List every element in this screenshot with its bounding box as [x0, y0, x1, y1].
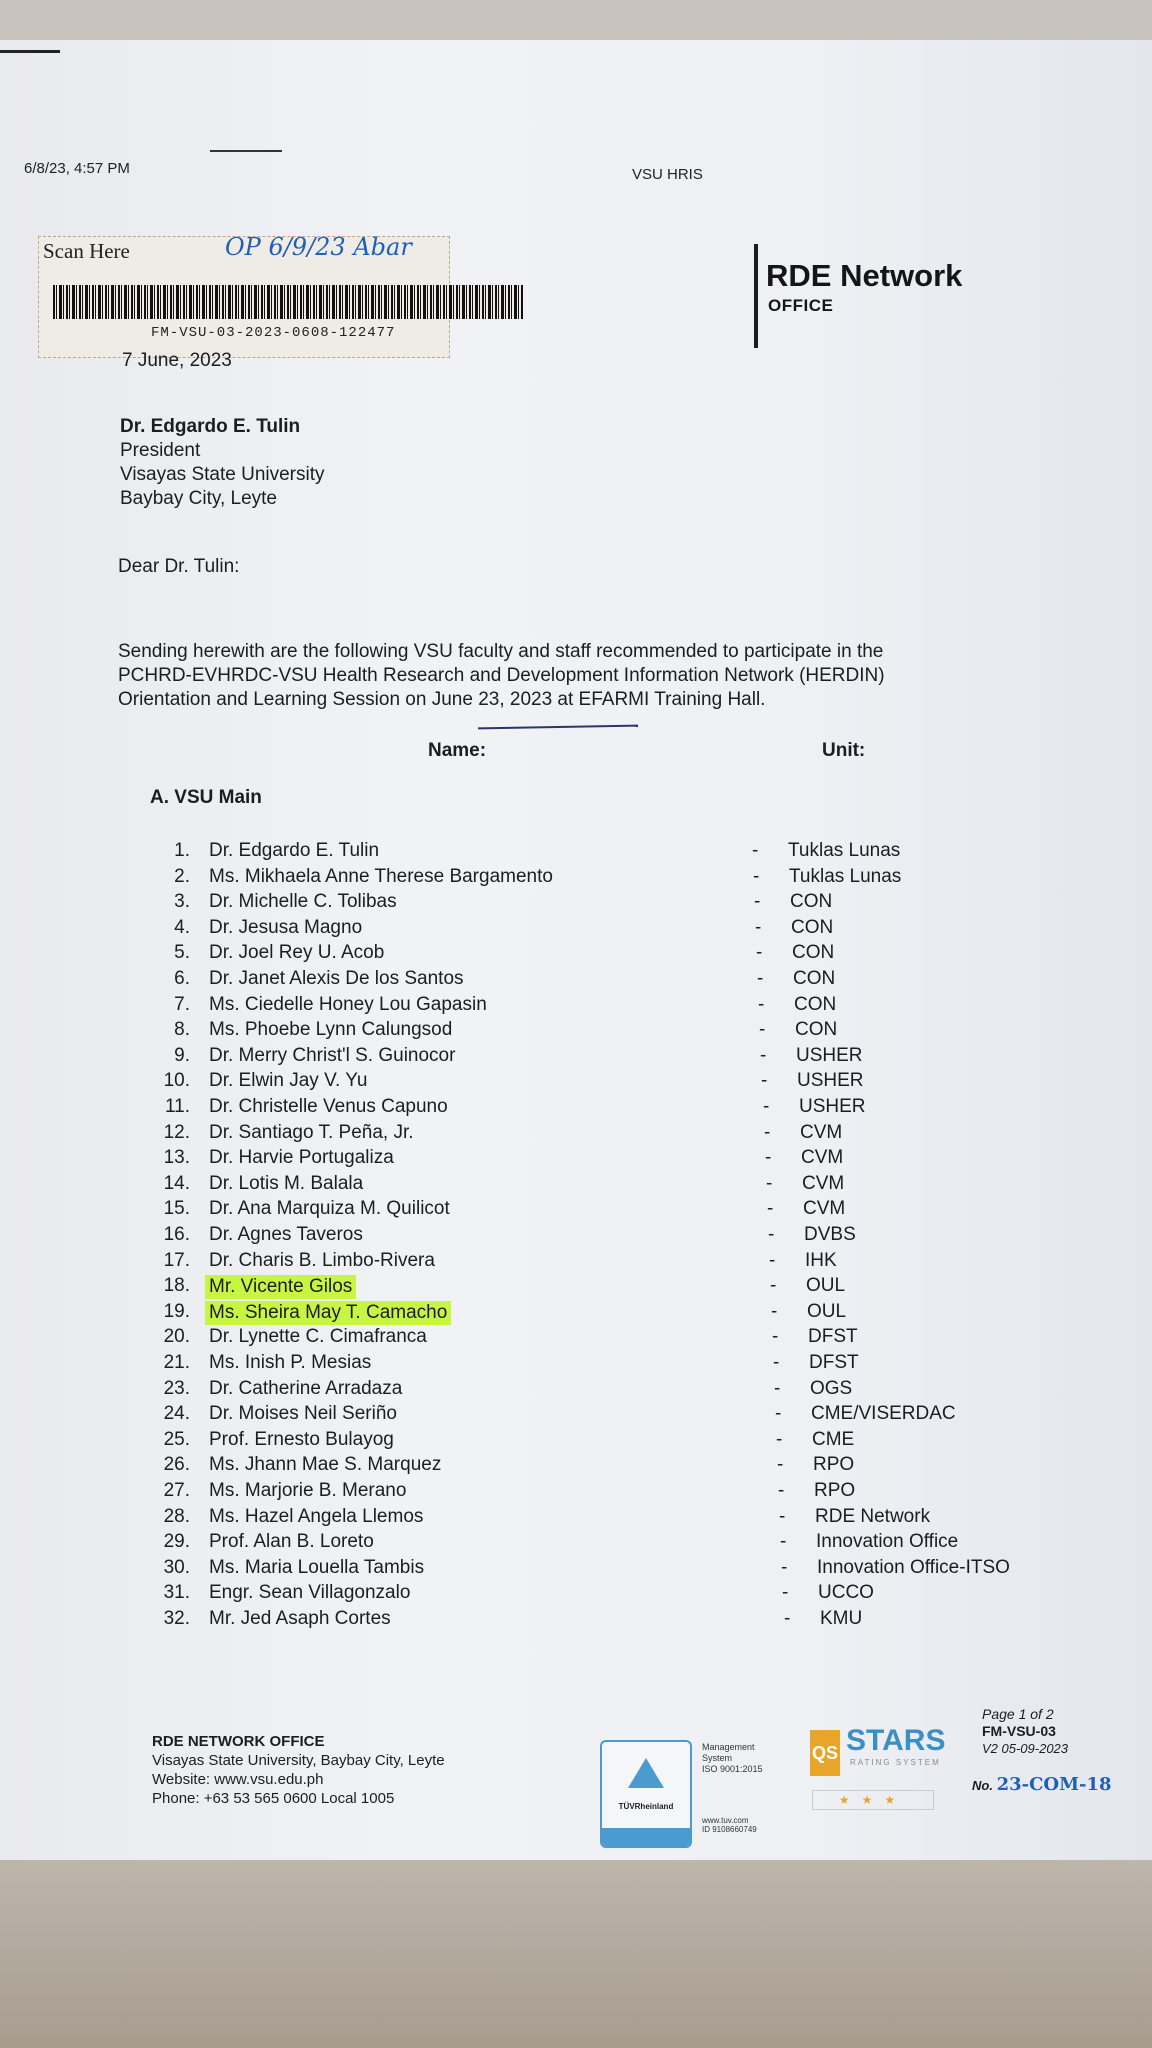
body-line: PCHRD-EVHRDC-VSU Health Research and Development Information Network (HERDIN) [118, 665, 885, 686]
management-system-text [702, 1742, 763, 1775]
list-item-unit: IHK [805, 1249, 837, 1271]
list-item-separator: - [760, 1044, 767, 1066]
list-item-number: 1. [174, 840, 190, 861]
recipient-title: President [120, 440, 201, 461]
section-heading: A. VSU Main [150, 787, 262, 808]
list-item-name: Dr. Jesusa Magno [209, 916, 363, 938]
list-item-name: Dr. Ana Marquiza M. Quilicot [209, 1198, 450, 1220]
divider [210, 150, 282, 152]
handwritten-doc-number: 23-COM-18 [996, 1774, 1112, 1795]
list-item-unit: OUL [807, 1300, 847, 1322]
list-item-number: 17. [163, 1249, 190, 1271]
list-item-name: Dr. Catherine Arradaza [209, 1377, 403, 1399]
body-line: Sending herewith are the following VSU faculty and staff recommended to participate in the [118, 641, 884, 662]
list-item [140, 1045, 1040, 1071]
list-item-unit: CON [793, 968, 836, 989]
list-item-name: Dr. Michelle C. Tolibas [209, 891, 397, 913]
list-item-unit: CON [791, 916, 834, 938]
list-item-number: 18. [163, 1275, 190, 1297]
list-item-name: Mr. Jed Asaph Cortes [209, 1608, 391, 1629]
list-item-unit: CON [792, 942, 835, 964]
list-item [140, 1378, 1040, 1404]
footer-org-title: RDE NETWORK OFFICE [152, 1733, 325, 1750]
recipient-address: Baybay City, Leyte [120, 488, 278, 509]
list-item-separator: - [765, 1147, 772, 1169]
list-item-name: Ms. Mikhaela Anne Therese Bargamento [209, 865, 553, 887]
list-item-unit: RPO [814, 1480, 856, 1501]
list-item-unit: USHER [796, 1044, 863, 1066]
list-item-separator: - [780, 1531, 787, 1553]
tuv-web-id: ID 9108660749 [702, 1825, 757, 1834]
list-item-number: 2. [174, 865, 190, 887]
tuv-strip [602, 1828, 690, 1846]
list-item-separator: - [769, 1249, 776, 1271]
list-item-unit: RDE Network [815, 1505, 931, 1527]
list-item-number: 5. [174, 942, 190, 964]
footer-phone: Phone: +63 53 565 0600 Local 1005 [152, 1790, 395, 1807]
list-item-unit: USHER [799, 1096, 866, 1117]
list-item-number: 14. [163, 1172, 190, 1194]
list-item [140, 1173, 1040, 1199]
list-item-name: Ms. Phoebe Lynn Calungsod [209, 1019, 453, 1041]
list-item-unit: CON [794, 993, 837, 1015]
list-item [140, 1224, 1040, 1250]
office-logo-title: RDE Network [766, 258, 963, 293]
list-item-number: 4. [174, 916, 190, 938]
list-item-name: Dr. Janet Alexis De los Santos [209, 968, 464, 989]
list-item-number: 25. [163, 1428, 190, 1450]
list-item-separator: - [767, 1198, 774, 1220]
letter-date: 7 June, 2023 [122, 350, 232, 371]
list-item-separator: - [774, 1377, 781, 1399]
tuv-name: TÜVRheinland [618, 1802, 674, 1811]
list-item [140, 942, 1040, 968]
list-item-separator: - [775, 1403, 782, 1425]
list-item [140, 1122, 1040, 1148]
name-column-header: Name: [428, 740, 487, 761]
list-item-separator: - [755, 916, 762, 938]
barcode-code: FM-VSU-03-2023-0608-122477 [151, 325, 396, 341]
salutation: Dear Dr. Tulin: [118, 556, 240, 577]
list-item-unit: DVBS [804, 1224, 856, 1245]
list-item-unit: CME [812, 1428, 855, 1450]
list-item-name: Dr. Agnes Taveros [209, 1224, 363, 1245]
footer-address: Visayas State University, Baybay City, Leyte [152, 1752, 445, 1769]
list-item-number: 6. [174, 968, 190, 989]
list-item-number: 30. [163, 1556, 190, 1578]
list-item-separator: - [752, 840, 759, 861]
list-item-name: Ms. Maria Louella Tambis [209, 1556, 425, 1578]
list-item-number: 13. [163, 1147, 190, 1169]
no-label: No. [972, 1778, 993, 1793]
list-item-separator: - [782, 1582, 789, 1604]
list-item-name: Ms. Inish P. Mesias [209, 1352, 372, 1373]
star-rating-icon: ★★★ [812, 1790, 934, 1810]
list-item-number: 16. [163, 1224, 190, 1245]
list-item-unit: Innovation Office-ITSO [817, 1556, 1010, 1578]
list-item-number: 27. [163, 1480, 190, 1501]
list-item-number: 7. [174, 993, 190, 1015]
document-number [972, 1774, 1112, 1795]
list-item-name: Dr. Joel Rey U. Acob [209, 942, 385, 964]
handwritten-underline [478, 725, 638, 730]
scan-label: Scan Here [43, 239, 130, 263]
list-item [140, 968, 1040, 994]
list-item-separator: - [756, 942, 763, 964]
list-item [140, 1326, 1040, 1352]
footer-org [152, 1732, 445, 1808]
list-item-separator: - [754, 891, 761, 913]
list-item-separator: - [772, 1326, 779, 1348]
list-item-name: Ms. Marjorie B. Merano [209, 1480, 407, 1501]
list-item [140, 1454, 1040, 1480]
list-item-separator: - [759, 1019, 766, 1041]
print-system: VSU HRIS [632, 166, 703, 183]
list-item-unit: CVM [803, 1198, 846, 1220]
footer-website[interactable]: Website: www.vsu.edu.ph [152, 1771, 324, 1788]
list-item-separator: - [776, 1428, 783, 1450]
list-item [140, 1557, 1040, 1583]
list-item-unit: KMU [820, 1608, 863, 1629]
list-item [140, 1070, 1040, 1096]
list-item-separator: - [773, 1352, 780, 1373]
triangle-icon [628, 1758, 664, 1788]
list-item [140, 1429, 1040, 1455]
list-item-number: 11. [164, 1096, 190, 1117]
list-item-name: Dr. Moises Neil Seriño [209, 1403, 397, 1425]
list-item-name: Dr. Merry Christ'l S. Guinocor [209, 1044, 456, 1066]
list-item [140, 1275, 1040, 1301]
list-item-name: Dr. Elwin Jay V. Yu [209, 1070, 368, 1092]
list-item-number: 24. [163, 1403, 190, 1425]
list-item [140, 1301, 1040, 1327]
list-item-unit: UCCO [818, 1582, 874, 1604]
edge-mark [0, 50, 60, 53]
list-item-separator: - [779, 1505, 786, 1527]
list-item-name: Ms. Ciedelle Honey Lou Gapasin [209, 993, 487, 1015]
list-item-separator: - [777, 1454, 784, 1476]
list-item-unit: OUL [806, 1275, 846, 1297]
list-item-number: 29. [163, 1531, 190, 1553]
list-item-unit: Tuklas Lunas [789, 865, 902, 887]
list-item-separator: - [753, 865, 760, 887]
page-info [982, 1706, 1068, 1757]
recipient-name: Dr. Edgardo E. Tulin [120, 416, 301, 437]
list-item-separator: - [758, 993, 765, 1015]
qs-logo: QS [810, 1730, 840, 1776]
list-item-name: Prof. Alan B. Loreto [209, 1531, 374, 1553]
list-item [140, 1250, 1040, 1276]
list-item-separator: - [771, 1300, 778, 1322]
list-item-number: 8. [174, 1019, 190, 1041]
list-item [140, 1531, 1040, 1557]
mgmt-line: Management [702, 1742, 755, 1752]
list-item-number: 19. [163, 1300, 190, 1322]
list-item-name: Prof. Ernesto Bulayog [209, 1428, 394, 1450]
list-item-unit: DFST [809, 1352, 859, 1373]
print-datetime: 6/8/23, 4:57 PM [24, 160, 130, 177]
list-item [140, 1608, 1040, 1634]
list-item-number: 26. [163, 1454, 190, 1476]
list-item-number: 10. [163, 1070, 190, 1092]
list-item-unit: CON [790, 891, 833, 913]
list-item-name: Ms. Jhann Mae S. Marquez [209, 1454, 442, 1476]
letter-page [0, 40, 1152, 1860]
list-item [140, 994, 1040, 1020]
list-item-separator: - [764, 1121, 771, 1143]
list-item-name: Dr. Santiago T. Peña, Jr. [209, 1121, 414, 1143]
list-item [140, 1582, 1040, 1608]
tuv-web-url: www.tuv.com [702, 1816, 749, 1825]
mgmt-line: System [702, 1753, 733, 1763]
list-item-separator: - [766, 1172, 773, 1194]
form-version: V2 05-09-2023 [982, 1741, 1069, 1756]
list-item [140, 1019, 1040, 1045]
list-item [140, 1480, 1040, 1506]
list-item [140, 866, 1040, 892]
list-item [140, 1198, 1040, 1224]
list-item [140, 1506, 1040, 1532]
list-item-number: 20. [163, 1326, 190, 1348]
list-item-number: 15. [163, 1198, 190, 1220]
list-item-unit: CVM [802, 1172, 845, 1194]
list-item [140, 1096, 1040, 1122]
list-item-number: 12. [163, 1121, 190, 1143]
list-item-separator: - [763, 1096, 770, 1117]
list-item-separator: - [784, 1608, 791, 1629]
list-item-name: Dr. Edgardo E. Tulin [209, 840, 380, 861]
list-item-unit: CVM [801, 1147, 844, 1169]
list-item-unit: CON [795, 1019, 838, 1041]
list-item-separator: - [778, 1480, 785, 1501]
list-item-unit: RPO [813, 1454, 855, 1476]
list-item-separator: - [768, 1224, 775, 1245]
list-item [140, 891, 1040, 917]
list-item-name: Engr. Sean Villagonzalo [209, 1582, 411, 1604]
list-item-unit: Tuklas Lunas [788, 840, 901, 861]
list-item-unit: CME/VISERDAC [811, 1403, 956, 1425]
logo-bar [754, 244, 758, 348]
list-item-number: 3. [174, 891, 190, 913]
list-item-unit: OGS [810, 1377, 853, 1399]
list-item-separator: - [757, 968, 764, 989]
list-item-number: 32. [163, 1608, 190, 1629]
list-item-name: Mr. Vicente Gilos [205, 1275, 356, 1299]
list-item-number: 23. [163, 1377, 190, 1399]
unit-column-header: Unit: [822, 740, 866, 761]
tuv-certification-logo [600, 1740, 692, 1848]
form-code: FM-VSU-03 [982, 1723, 1056, 1739]
list-item [140, 1352, 1040, 1378]
letter-body [118, 640, 1058, 712]
handwritten-note: OP 6/9/23 Abar [225, 233, 412, 261]
list-item-number: 21. [163, 1352, 190, 1373]
list-item [140, 840, 1040, 866]
list-item-name: Dr. Lotis M. Balala [209, 1172, 364, 1194]
barcode-icon [53, 285, 523, 319]
list-item-name: Ms. Sheira May T. Camacho [205, 1301, 451, 1325]
page-number: Page 1 of 2 [982, 1706, 1054, 1722]
list-item-unit: Innovation Office [816, 1531, 959, 1553]
list-item-name: Dr. Lynette C. Cimafranca [209, 1326, 427, 1348]
list-item-name: Dr. Charis B. Limbo-Rivera [209, 1249, 435, 1271]
office-logo-subtitle: OFFICE [768, 296, 834, 315]
list-item [140, 917, 1040, 943]
list-item-separator: - [770, 1275, 777, 1297]
qs-rating-text: RATING SYSTEM [850, 1758, 941, 1767]
body-line: Orientation and Learning Session on June 23, 2023 at EFARMI Training Hall. [118, 689, 766, 710]
list-item-name: Dr. Christelle Venus Capuno [209, 1096, 448, 1117]
background-surface [0, 1860, 1152, 2048]
list-item-number: 31. [163, 1582, 190, 1604]
tuv-web [702, 1816, 757, 1834]
list-item-number: 9. [174, 1044, 190, 1066]
list-item-unit: DFST [808, 1326, 858, 1348]
list-item-name: Ms. Hazel Angela Llemos [209, 1505, 424, 1527]
list-item [140, 1403, 1040, 1429]
list-item-unit: USHER [797, 1070, 864, 1092]
list-item-separator: - [761, 1070, 768, 1092]
list-item-number: 28. [163, 1505, 190, 1527]
list-item-name: Dr. Harvie Portugaliza [209, 1147, 394, 1169]
recipient-org: Visayas State University [120, 464, 325, 485]
mgmt-line: ISO 9001:2015 [702, 1764, 763, 1774]
list-item-separator: - [781, 1556, 788, 1578]
qs-stars-title: STARS [846, 1724, 946, 1757]
scan-box[interactable] [38, 233, 450, 358]
list-item-unit: CVM [800, 1121, 843, 1143]
list-item [140, 1147, 1040, 1173]
